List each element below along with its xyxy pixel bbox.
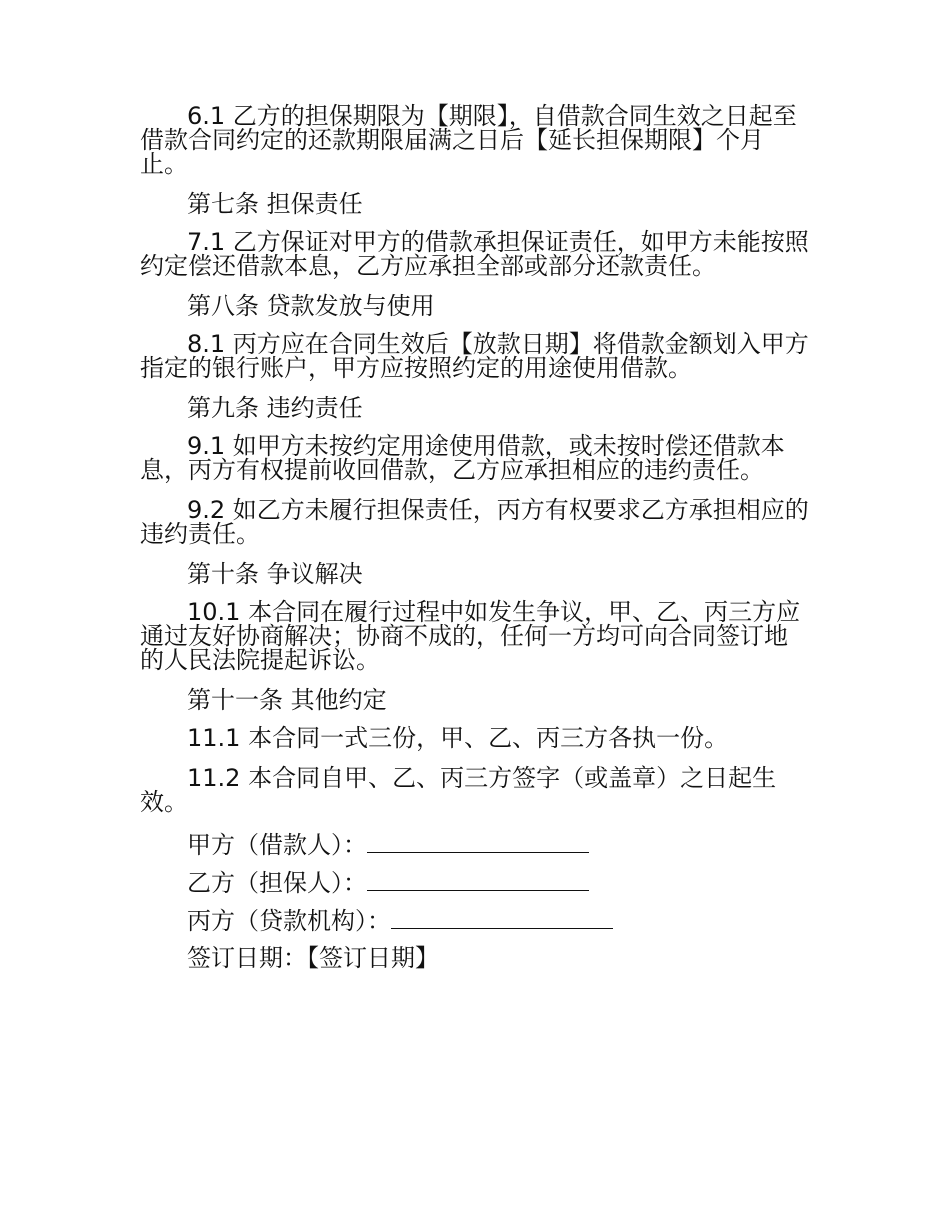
signature-party-c-label: 丙方（贷款机构）： [187,907,391,935]
article-11-heading: 第十一条 其他约定 [187,686,387,714]
signature-party-a-line [367,830,589,853]
clause-8-1: 8.1 丙方应在合同生效后【放款日期】将借款金额划入甲方指定的银行账户，甲方应按照约定的用途使用借款。 [140,330,809,382]
clause-11-2: 11.2 本合同自甲、乙、丙三方签字（或盖章）之日起生效。 [140,764,777,816]
clause-9-1: 9.1 如甲方未按约定用途使用借款，或未按时偿还借款本息，丙方有权提前收回借款，乙方应承担相应的违约责任。 [140,432,785,484]
signature-party-c [187,906,810,935]
clause-9-2: 9.2 如乙方未履行担保责任，丙方有权要求乙方承担相应的违约责任。 [140,496,809,548]
signature-party-b-label: 乙方（担保人）： [187,869,367,897]
signature-party-a-label: 甲方（借款人）： [187,831,367,859]
clause-10-1: 10.1 本合同在履行过程中如发生争议，甲、乙、丙三方应通过友好协商解决；协商不成的，任何一方均可向合同签订地的人民法院提起诉讼。 [140,598,801,674]
document-body [140,104,810,981]
article-7-heading: 第七条 担保责任 [187,190,363,218]
clause-11-1: 11.1 本合同一式三份，甲、乙、丙三方各执一份。 [187,724,729,752]
signature-party-b [187,868,810,897]
signing-date [187,944,810,972]
signature-party-c-line [391,906,613,929]
clause-6-1: 6.1 乙方的担保期限为【期限】，自借款合同生效之日起至借款合同约定的还款期限届满之日后【延长担保期限】个月止。 [140,102,797,178]
signature-party-b-line [367,868,589,891]
signing-date-text: 签订日期：【签订日期】 [187,944,439,972]
clause-7-1: 7.1 乙方保证对甲方的借款承担保证责任，如甲方未能按照约定偿还借款本息，乙方应承担全部或部分还款责任。 [140,228,809,280]
article-9-heading: 第九条 违约责任 [187,394,363,422]
signature-party-a [187,830,810,859]
article-8-heading: 第八条 贷款发放与使用 [187,292,435,320]
article-10-heading: 第十条 争议解决 [187,560,363,588]
